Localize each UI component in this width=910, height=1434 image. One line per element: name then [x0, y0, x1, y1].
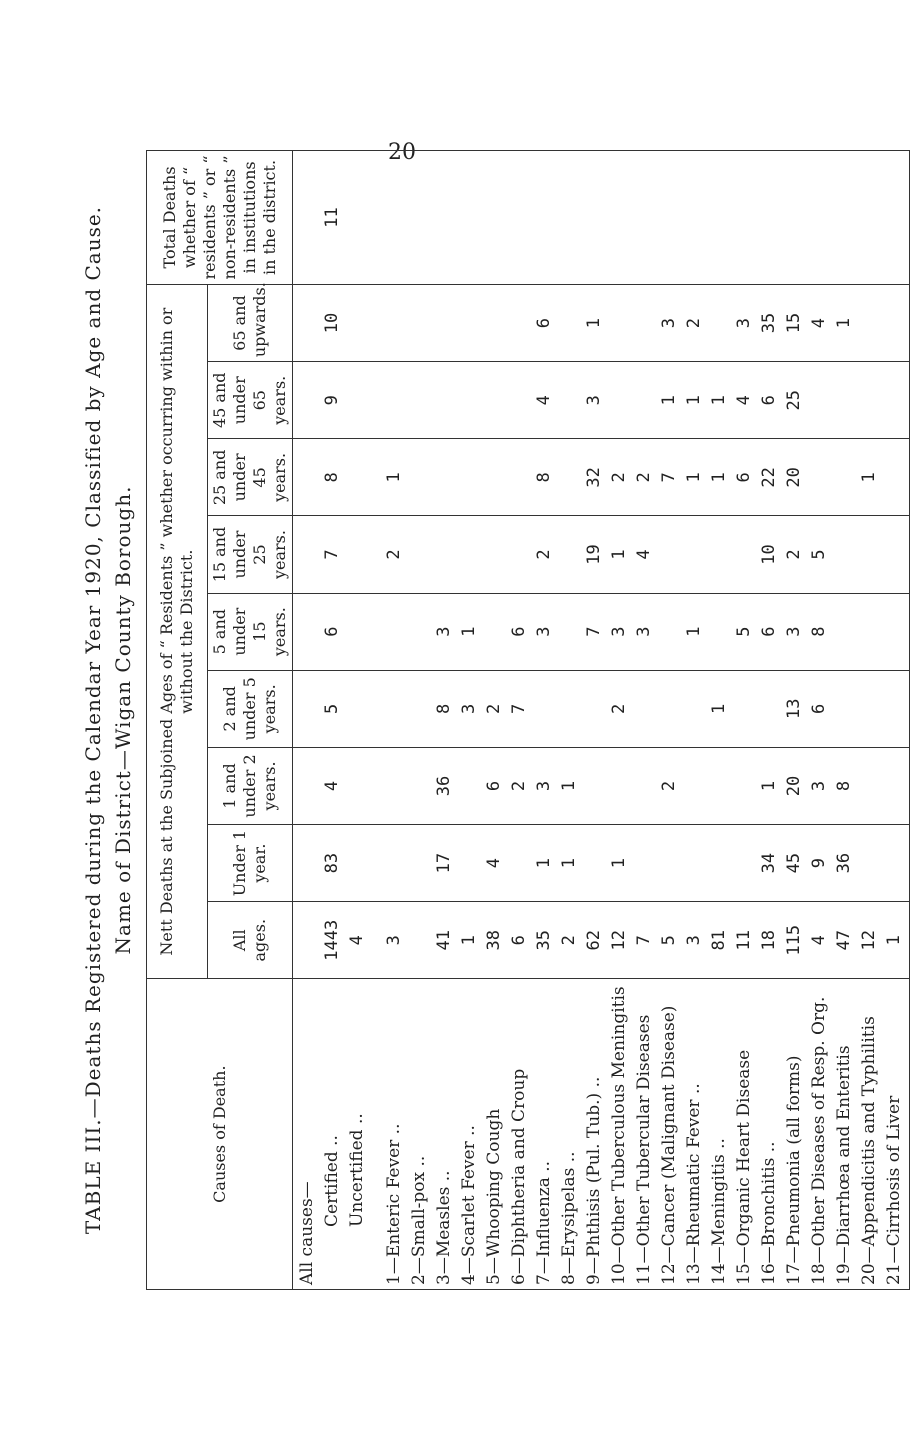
table-cell-value: 41	[434, 929, 454, 951]
table-cell-value: 3	[684, 935, 704, 946]
table-cell-value	[832, 598, 857, 666]
table-cell-value	[607, 752, 632, 820]
table-cell-value: 4	[634, 549, 654, 560]
table-cell-value: 34	[759, 852, 779, 874]
table-cell-value	[832, 675, 857, 743]
table-cell-value: 47	[834, 929, 854, 951]
certified-value: 5	[322, 703, 342, 714]
table-cell-value: 1	[709, 395, 729, 406]
header-age-65-up: 65 and upwards.	[208, 284, 293, 361]
table-cell-value	[507, 829, 532, 897]
table-cell-value: 38	[484, 929, 504, 951]
table-cell-value: 6	[484, 780, 504, 792]
age-45-65-column	[293, 362, 910, 439]
certified-value: 7	[322, 549, 342, 560]
table-cell-value: 17	[434, 852, 454, 874]
uncertified-value: 4	[347, 935, 367, 946]
under-1-column	[293, 825, 910, 902]
table-cell-value	[582, 752, 607, 820]
table-cell-value: 19	[584, 544, 604, 565]
table-cell-value	[557, 366, 582, 434]
table-cell-value	[482, 289, 507, 357]
table-cell-value	[457, 752, 482, 820]
table-cell-value: 3	[809, 780, 829, 792]
table-cell-value: 4	[809, 317, 829, 329]
table-cell-value: 1	[559, 857, 579, 869]
table-cell-value	[832, 443, 857, 511]
table-cell-value	[707, 289, 732, 357]
table-cell-value	[857, 598, 882, 666]
table-cell-value: 3	[659, 317, 679, 329]
header-total-deaths: Total Deaths whether of “ residents ” or “ non-residents ” in institutions in the district.	[147, 151, 293, 285]
table-cell-value	[432, 155, 457, 280]
table-cell-value: 2	[384, 549, 404, 560]
table-cell-value: 5	[734, 626, 754, 637]
table-cell-value: 3	[459, 703, 479, 714]
table-cell-value: 8	[434, 703, 454, 714]
table-cell-value	[382, 598, 407, 666]
table-cell-value	[507, 366, 532, 434]
table-cell-value: 1	[759, 780, 779, 792]
table-cell-value: 1	[684, 395, 704, 406]
table-cell-value	[457, 289, 482, 357]
header-age-2-5: 2 and under 5 years.	[208, 670, 293, 747]
table-cell-value	[632, 829, 657, 897]
table-cell-value: 36	[434, 775, 454, 797]
table-cell-value	[707, 598, 732, 666]
table-cell-value	[782, 155, 807, 280]
table-cell-value	[557, 289, 582, 357]
table-cell-value	[657, 598, 682, 666]
table-cell-value: 7	[509, 703, 529, 714]
table-cell-value: 3	[609, 626, 629, 637]
table-cell-value	[632, 752, 657, 820]
table-cell-value	[807, 443, 832, 511]
table-cell-value	[382, 829, 407, 897]
table-cell-value	[407, 752, 432, 820]
table-cell-value	[757, 155, 782, 280]
deaths-table-container	[146, 150, 904, 1290]
table-cell-value: 3	[784, 626, 804, 637]
table-cell-value: 7	[634, 935, 654, 946]
table-cell-value: 35	[759, 312, 779, 334]
table-cell-value: 13	[784, 698, 804, 720]
page-number: 20	[388, 140, 416, 165]
table-cell-value: 6	[534, 317, 554, 329]
table-cell-value	[607, 155, 632, 280]
table-cell-value	[507, 520, 532, 588]
column-spacer	[295, 443, 320, 511]
table-cell-value: 1	[534, 857, 554, 869]
table-cell-value	[682, 829, 707, 897]
table-cell-value: 1	[459, 935, 479, 946]
table-cell-value	[857, 155, 882, 280]
table-cell-value: 8	[809, 626, 829, 637]
table-cell-value	[682, 520, 707, 588]
column-spacer	[295, 598, 320, 666]
table-cell-value: 2	[659, 780, 679, 792]
table-cell-value	[557, 675, 582, 743]
table-cell-value	[657, 829, 682, 897]
column-spacer	[295, 289, 320, 357]
header-under-1: Under 1 year.	[208, 825, 293, 902]
cause-label: 15—Organic Heart Disease	[734, 1049, 754, 1285]
cause-label: 14—Meningitis ..	[709, 1138, 729, 1285]
table-cell-value	[532, 155, 557, 280]
table-cell-value	[857, 675, 882, 743]
table-cell-value	[882, 155, 907, 280]
cause-label: 11—Other Tubercular Diseases	[634, 1014, 654, 1285]
table-cell-value: 45	[784, 852, 804, 874]
certified-value: 83	[322, 852, 342, 874]
table-cell-value: 1	[709, 703, 729, 714]
table-cell-value: 62	[584, 929, 604, 951]
table-cell-value: 3	[384, 935, 404, 946]
table-cell-value: 2	[559, 935, 579, 946]
table-cell-value	[507, 289, 532, 357]
table-cell-value	[857, 829, 882, 897]
table-cell-value: 36	[834, 852, 854, 874]
table-cell-value	[507, 155, 532, 280]
table-cell-value	[532, 675, 557, 743]
table-cell-value: 4	[534, 395, 554, 406]
column-spacer	[295, 906, 320, 974]
table-cell-value	[582, 829, 607, 897]
table-cell-value: 6	[759, 395, 779, 406]
table-cell-value	[732, 829, 757, 897]
table-cell-value	[632, 366, 657, 434]
table-cell-value	[632, 289, 657, 357]
table-cell-value: 3	[584, 395, 604, 406]
table-cell-value	[632, 155, 657, 280]
table-cell-value	[682, 155, 707, 280]
table-cell-value: 15	[784, 312, 804, 334]
table-cell-value	[457, 829, 482, 897]
uncertified-value	[345, 752, 370, 820]
table-cell-value	[632, 675, 657, 743]
table-cell-value: 2	[484, 703, 504, 714]
table-cell-value: 32	[584, 467, 604, 488]
table-cell-value	[882, 598, 907, 666]
table-cell-value: 1	[559, 780, 579, 792]
uncertified-label: Uncertified ..	[347, 1113, 367, 1227]
table-cell-value: 81	[709, 929, 729, 951]
table-cell-value: 2	[684, 317, 704, 329]
table-cell-value: 10	[759, 544, 779, 565]
table-cell-value	[732, 752, 757, 820]
table-cell-value: 2	[534, 549, 554, 560]
header-nett-deaths: Nett Deaths at the Subjoined Ages of “ Residents ” whether occurring within or without the District.	[147, 284, 208, 978]
table-cell-value: 4	[484, 857, 504, 869]
table-title-block	[78, 80, 138, 1360]
table-cell-value: 25	[784, 390, 804, 411]
table-cell-value	[882, 443, 907, 511]
cause-label: 20—Appendicitis and Typhilitis	[859, 1016, 879, 1285]
table-cell-value	[757, 675, 782, 743]
table-cell-value: 1	[709, 472, 729, 483]
table-cell-value	[882, 289, 907, 357]
cause-label: 2—Small-pox ..	[409, 1155, 429, 1285]
table-cell-value	[382, 366, 407, 434]
table-cell-value	[657, 675, 682, 743]
table-cell-value	[657, 155, 682, 280]
table-cell-value: 12	[859, 929, 879, 951]
age-2-5-column	[293, 670, 910, 747]
table-cell-value: 3	[534, 626, 554, 637]
table-cell-value	[432, 443, 457, 511]
table-cell-value: 4	[809, 935, 829, 946]
cause-label: 21—Cirrhosis of Liver	[884, 1095, 904, 1285]
deaths-table	[146, 150, 910, 1290]
uncertified-value	[345, 289, 370, 357]
table-cell-value: 1	[584, 317, 604, 329]
header-causes: Causes of Death.	[147, 979, 293, 1290]
table-cell-value	[832, 520, 857, 588]
table-cell-value: 20	[784, 775, 804, 797]
table-cell-value: 18	[759, 929, 779, 951]
table-cell-value	[482, 598, 507, 666]
cause-label: 13—Rheumatic Fever ..	[684, 1083, 704, 1285]
table-cell-value	[407, 520, 432, 588]
table-cell-value: 3	[434, 626, 454, 637]
cause-label: 16—Bronchitis ..	[759, 1141, 779, 1285]
table-cell-value	[432, 289, 457, 357]
table-cell-value	[557, 520, 582, 588]
cause-label: 8—Erysipelas ..	[559, 1151, 579, 1285]
table-cell-value	[457, 443, 482, 511]
table-cell-value	[432, 520, 457, 588]
column-spacer	[295, 366, 320, 434]
table-cell-value	[832, 155, 857, 280]
table-cell-value	[807, 155, 832, 280]
table-cell-value	[482, 155, 507, 280]
table-cell-value: 20	[784, 467, 804, 488]
table-cell-value: 1	[884, 935, 904, 946]
table-cell-value	[882, 366, 907, 434]
table-cell-value	[607, 289, 632, 357]
certified-value: 10	[322, 312, 342, 334]
table-cell-value	[507, 443, 532, 511]
table-cell-value: 2	[609, 472, 629, 483]
table-cell-value: 35	[534, 929, 554, 951]
table-cell-value: 22	[759, 467, 779, 488]
table-cell-value	[457, 155, 482, 280]
table-cell-value: 6	[759, 626, 779, 637]
table-cell-value: 5	[659, 935, 679, 946]
cause-label: 3—Measles ..	[434, 1170, 454, 1285]
header-age-45-65: 45 and under 65 years.	[208, 362, 293, 439]
uncertified-value	[345, 155, 370, 280]
certified-value: 6	[322, 626, 342, 637]
table-cell-value: 1	[834, 317, 854, 329]
column-spacer	[295, 520, 320, 588]
column-spacer	[295, 752, 320, 820]
cause-label: 7—Influenza ..	[534, 1160, 554, 1285]
header-age-25-45: 25 and under 45 years.	[208, 439, 293, 516]
table-cell-value	[407, 366, 432, 434]
causes-column	[293, 979, 910, 1290]
table-cell-value	[557, 443, 582, 511]
table-cell-value	[732, 520, 757, 588]
table-cell-value: 1	[684, 472, 704, 483]
table-cell-value	[382, 289, 407, 357]
header-row-group	[147, 151, 208, 1290]
table-body-row	[293, 151, 910, 1290]
header-age-1-2: 1 and under 2 years.	[208, 747, 293, 824]
table-cell-value: 1	[859, 472, 879, 483]
column-spacer	[295, 675, 320, 743]
table-cell-value	[882, 829, 907, 897]
table-cell-value	[607, 366, 632, 434]
table-cell-value: 9	[809, 857, 829, 869]
table-cell-value	[707, 520, 732, 588]
column-spacer	[295, 155, 320, 280]
column-spacer	[295, 829, 320, 897]
cause-label: 6—Diphtheria and Croup	[509, 1068, 529, 1285]
table-cell-value	[407, 829, 432, 897]
table-cell-value	[582, 675, 607, 743]
table-cell-value: 11	[734, 929, 754, 951]
table-cell-value	[407, 598, 432, 666]
table-cell-value	[882, 752, 907, 820]
age-15-25-column	[293, 516, 910, 593]
table-cell-value	[707, 829, 732, 897]
table-cell-value	[732, 155, 757, 280]
table-cell-value: 1	[609, 857, 629, 869]
table-cell-value: 5	[809, 549, 829, 560]
table-cell-value	[857, 366, 882, 434]
all-ages-column	[293, 902, 910, 979]
age-25-45-column	[293, 439, 910, 516]
table-cell-value	[882, 520, 907, 588]
certified-value: 11	[322, 207, 342, 228]
cause-label: 18—Other Diseases of Resp. Org.	[809, 996, 829, 1285]
cause-label: 4—Scarlet Fever ..	[459, 1125, 479, 1285]
table-cell-value: 1	[459, 626, 479, 637]
table-cell-value: 2	[609, 703, 629, 714]
header-all-ages: All ages.	[208, 902, 293, 979]
age-65-up-column	[293, 284, 910, 361]
table-cell-value	[832, 366, 857, 434]
table-cell-value	[482, 520, 507, 588]
table-cell-value	[682, 675, 707, 743]
table-cell-value	[682, 752, 707, 820]
table-cell-value: 12	[609, 929, 629, 951]
district-subtitle: Name of District—Wigan County Borough.	[111, 485, 135, 955]
table-cell-value	[407, 675, 432, 743]
table-cell-value: 6	[734, 472, 754, 483]
table-cell-value: 7	[584, 626, 604, 637]
age-5-15-column	[293, 593, 910, 670]
uncertified-value	[345, 520, 370, 588]
cause-label: 12—Cancer (Malignant Disease)	[659, 1005, 679, 1285]
cause-label: 9—Phthisis (Pul. Tub.) ..	[584, 1076, 604, 1285]
cause-label: 5—Whooping Cough	[484, 1108, 504, 1285]
table-cell-value	[707, 752, 732, 820]
certified-value: 9	[322, 395, 342, 406]
table-cell-value	[857, 520, 882, 588]
table-cell-value	[457, 366, 482, 434]
table-cell-value	[482, 366, 507, 434]
certified-value: 4	[322, 780, 342, 792]
table-cell-value: 2	[509, 780, 529, 792]
table-cell-value	[657, 520, 682, 588]
table-cell-value: 1	[684, 626, 704, 637]
table-cell-value: 1	[659, 395, 679, 406]
table-cell-value: 4	[734, 395, 754, 406]
table-cell-value: 3	[534, 780, 554, 792]
table-cell-value: 1	[384, 472, 404, 483]
table-cell-value: 3	[634, 626, 654, 637]
table-title: TABLE III.—Deaths Registered during the Calendar Year 1920, Classified by Age and Cause.	[81, 205, 105, 1235]
uncertified-value	[345, 829, 370, 897]
table-cell-value	[482, 443, 507, 511]
table-cell-value	[407, 289, 432, 357]
table-cell-value	[407, 443, 432, 511]
table-cell-value	[382, 752, 407, 820]
table-cell-value	[857, 752, 882, 820]
uncertified-value	[345, 675, 370, 743]
table-cell-value	[857, 289, 882, 357]
uncertified-value	[345, 366, 370, 434]
table-cell-value	[582, 155, 607, 280]
table-cell-value: 7	[659, 472, 679, 483]
age-1-2-column	[293, 747, 910, 824]
table-cell-value: 1	[609, 549, 629, 560]
table-cell-value	[432, 366, 457, 434]
table-cell-value: 3	[734, 317, 754, 329]
table-cell-value	[407, 155, 432, 280]
total-deaths-column	[293, 151, 910, 285]
table-cell-value: 8	[534, 472, 554, 483]
table-cell-value	[382, 155, 407, 280]
table-cell-value	[557, 598, 582, 666]
table-cell-value	[807, 366, 832, 434]
certified-value: 8	[322, 472, 342, 483]
table-cell-value: 6	[509, 626, 529, 637]
cause-label: 19—Diarrhœa and Enteritis	[834, 1045, 854, 1285]
table-cell-value: 2	[784, 549, 804, 560]
uncertified-value	[345, 598, 370, 666]
table-cell-value	[557, 155, 582, 280]
table-cell-value	[382, 675, 407, 743]
cause-label: 17—Pneumonia (all forms)	[784, 1055, 804, 1285]
table-cell-value: 115	[784, 924, 804, 956]
table-cell-value: 6	[509, 935, 529, 946]
table-cell-value	[882, 675, 907, 743]
cause-label: 1—Enteric Fever ..	[384, 1123, 404, 1285]
all-causes-label: All causes—	[297, 1181, 317, 1285]
table-cell-value	[457, 520, 482, 588]
certified-value: 1443	[322, 919, 342, 961]
header-age-15-25: 15 and under 25 years.	[208, 516, 293, 593]
table-cell-value	[732, 675, 757, 743]
certified-label: Certified ..	[322, 1135, 342, 1227]
table-cell-value	[407, 906, 432, 974]
table-cell-value: 6	[809, 703, 829, 714]
uncertified-value	[345, 443, 370, 511]
table-cell-value: 2	[634, 472, 654, 483]
header-age-5-15: 5 and under 15 years.	[208, 593, 293, 670]
cause-label: 10—Other Tuberculous Meningitis	[609, 986, 629, 1285]
table-cell-value	[707, 155, 732, 280]
table-cell-value: 8	[834, 780, 854, 792]
